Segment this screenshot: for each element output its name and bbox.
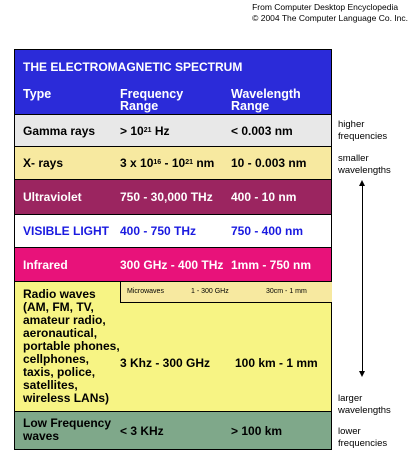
microwaves-frequency: 1 - 300 GHz [191,288,229,295]
credit-line-1: From Computer Desktop Encyclopedia [252,2,399,12]
radio-type-line: (AM, FM, TV, [23,300,94,314]
gamma-frequency [120,124,170,138]
gamma-freq-exp: 21 [143,126,152,134]
radio-type-line: amateur radio, [23,313,106,327]
header-wavelength-line2: Range [231,99,270,113]
credit [252,2,408,24]
label-frequencies: frequencies [338,438,388,449]
radio-type-line: Radio waves [23,287,96,301]
header-wavelength-line1: Wavelength [231,87,301,101]
visible-frequency: 400 - 750 THz [120,224,197,238]
xray-freq-b-exp: 21 [185,159,193,166]
label-wavelengths: wavelengths [338,165,391,176]
label-higher: higher [338,119,365,130]
uv-wavelength: 400 - 10 nm [231,190,297,204]
radio-type-line: portable phones, [23,339,120,353]
gamma-freq-unit: Hz [151,123,170,138]
xray-freq-a-exp: 16 [153,159,162,166]
header-frequency [120,88,183,112]
uv-frequency: 750 - 30,000 THz [120,190,213,204]
lowf-frequency: < 3 KHz [120,423,164,438]
ir-type: Infrared [23,257,68,272]
xray-freq-unit: nm [192,156,215,170]
credit-line-2: © 2004 The Computer Language Co. Inc. [252,13,408,23]
row-low-frequency [15,411,331,449]
radio-type-line: aeronautical, [23,326,98,340]
radio-type [23,288,133,405]
header-wavelength [231,88,301,112]
header-row [15,50,331,114]
row-infrared [15,247,331,281]
microwaves-type: Microwaves [127,288,164,295]
table-title: THE ELECTROMAGNETIC SPECTRUM [23,60,243,74]
row-gamma-rays [15,114,331,146]
gamma-wavelength: < 0.003 nm [231,123,293,138]
xray-frequency [120,156,214,170]
xray-freq-a: 3 x 10 [120,156,154,170]
visible-type: VISIBLE LIGHT [23,224,110,238]
label-wavelengths: wavelengths [338,405,391,416]
lowf-type-line2: waves [23,429,60,443]
label-larger-wavelengths [338,393,391,417]
row-ultraviolet [15,179,331,214]
header-frequency-line2: Range [120,99,159,113]
xray-freq-mid: - 10 [161,156,186,170]
row-visible-light [15,214,331,247]
spectrum-table [14,49,332,450]
double-arrow-icon [362,183,363,373]
uv-type: Ultraviolet [23,190,82,204]
header-frequency-line1: Frequency [120,87,184,101]
row-x-rays [15,146,331,179]
microwaves-wavelength: 30cm - 1 mm [266,288,307,295]
radio-type-line: satellites, [23,378,78,392]
gamma-freq-base: > 10 [120,123,144,138]
lowf-type [23,417,111,443]
label-larger: larger [338,393,363,404]
ir-wavelength: 1mm - 750 nm [231,257,312,272]
label-higher-frequencies [338,119,387,143]
label-frequencies: frequencies [338,131,388,142]
radio-type-line: cellphones, [23,352,90,366]
label-lower-frequencies [338,426,387,450]
radio-type-line: wireless LANs) [23,391,110,405]
xray-wavelength: 10 - 0.003 nm [231,156,307,170]
radio-wavelength: 100 km - 1 mm [235,356,318,370]
label-smaller-wavelengths [338,153,391,177]
visible-wavelength: 750 - 400 nm [231,224,304,238]
ir-frequency: 300 GHz - 400 THz [120,257,224,272]
radio-type-line: taxis, police, [23,365,96,379]
lowf-type-line1: Low Frequency [23,416,112,430]
lowf-wavelength: > 100 km [231,423,283,438]
arrow-down-head-icon [359,371,365,377]
label-smaller: smaller [338,153,369,164]
gamma-type: Gamma rays [23,123,96,138]
label-lower: lower [338,426,361,437]
header-type: Type [23,87,52,101]
xray-type: X- rays [23,156,64,170]
radio-frequency: 3 Khz - 300 GHz [120,356,211,370]
microwaves-subrow [120,282,332,303]
row-radio-waves [15,281,331,411]
